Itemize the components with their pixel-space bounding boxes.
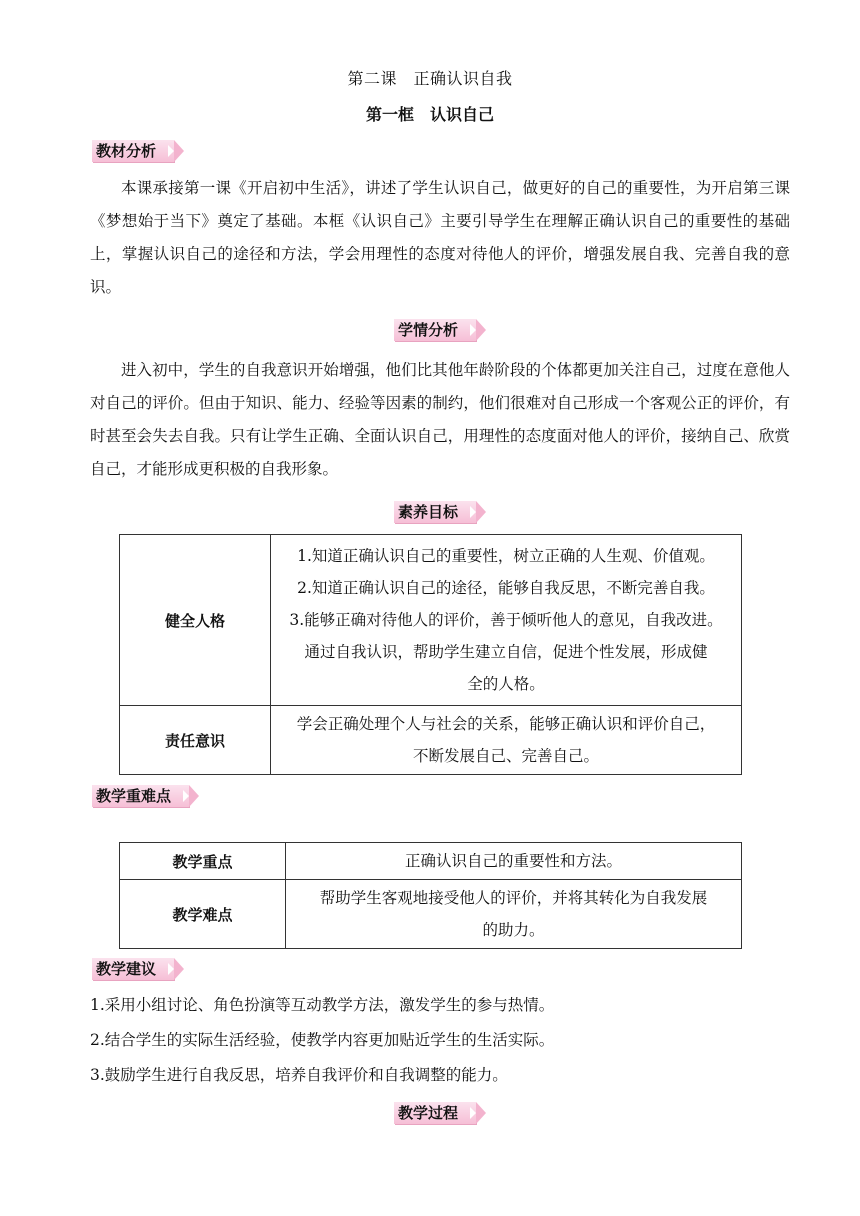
tag-arrow-notch-icon bbox=[168, 145, 174, 157]
tag-arrow-notch-icon bbox=[470, 506, 476, 518]
tag-arrow-notch-icon bbox=[470, 1107, 476, 1119]
table-row bbox=[120, 535, 742, 706]
heading-text: 教学重难点 bbox=[96, 787, 172, 805]
lesson-title: 第二课 正确认识自我 bbox=[347, 69, 513, 88]
key-point-line: 的助力。 bbox=[482, 921, 545, 939]
heading-tag-goals bbox=[394, 501, 476, 523]
key-point-label: 教学难点 bbox=[120, 880, 286, 949]
goal-line: 学会正确处理个人与社会的关系，能够正确认识和评价自己， bbox=[296, 715, 716, 733]
goal-line: 不断发展自己、完善自己。 bbox=[412, 747, 599, 765]
student-analysis-paragraph: 进入初中，学生的自我意识开始增强，他们比其他年龄阶段的个体都更加关注自己，过度在意他人对自己的评价。但由于知识、能力、经验等因素的制约，他们很难对自己形成一个客观公正的评价，有时甚至会失去自我。只有让学生正确、全面认识自己，用理性的态度面对他人的评价，接纳自己、欣赏自己，才能形成更积极的自我形象。 bbox=[90, 361, 790, 478]
tag-arrow-icon bbox=[476, 501, 486, 523]
tag-arrow-icon bbox=[174, 958, 184, 980]
tag-arrow-icon bbox=[189, 785, 199, 807]
table-row bbox=[120, 880, 742, 949]
goal-line: 1.知道正确认识自己的重要性，树立正确的人生观、价值观。 bbox=[297, 547, 715, 565]
goal-line: 3.能够正确对待他人的评价，善于倾听他人的意见，自我改进。 bbox=[289, 611, 723, 629]
tag-arrow-notch-icon bbox=[168, 963, 174, 975]
heading-text: 教学过程 bbox=[398, 1104, 459, 1122]
tag-arrow-icon bbox=[476, 319, 486, 341]
heading-tag-students bbox=[394, 319, 476, 341]
heading-text: 素养目标 bbox=[398, 503, 459, 521]
section-title: 第一框 认识自己 bbox=[365, 105, 494, 124]
key-point-content bbox=[286, 843, 742, 880]
textbook-analysis-paragraph: 本课承接第一课《开启初中生活》，讲述了学生认识自己，做更好的自己的重要性，为开启第三课《梦想始于当下》奠定了基础。本框《认识自己》主要引导学生在理解正确认识自己的重要性的基础上，掌握认识自己的途径和方法，学会用理性的态度对待他人的评价，增强发展自我、完善自我的意识。 bbox=[90, 179, 790, 296]
tag-arrow-notch-icon bbox=[183, 790, 189, 802]
heading-text: 学情分析 bbox=[398, 321, 459, 339]
suggestions-list bbox=[90, 988, 790, 1093]
heading-tag-textbook bbox=[92, 140, 174, 162]
key-point-line: 帮助学生客观地接受他人的评价，并将其转化为自我发展 bbox=[319, 889, 708, 907]
goal-content bbox=[271, 706, 742, 775]
key-point-line: 正确认识自己的重要性和方法。 bbox=[404, 852, 622, 870]
tag-arrow-icon bbox=[476, 1102, 486, 1124]
list-item: 1.采用小组讨论、角色扮演等互动教学方法，激发学生的参与热情。 bbox=[90, 996, 555, 1014]
heading-text: 教材分析 bbox=[96, 142, 157, 160]
goals-table bbox=[119, 534, 742, 775]
goal-content bbox=[271, 535, 742, 706]
heading-text: 教学建议 bbox=[96, 960, 157, 978]
key-point-label: 教学重点 bbox=[120, 843, 286, 880]
goal-label: 健全人格 bbox=[120, 535, 271, 706]
table-row bbox=[120, 706, 742, 775]
heading-tag-key-points bbox=[92, 785, 189, 807]
goal-label: 责任意识 bbox=[120, 706, 271, 775]
key-point-content bbox=[286, 880, 742, 949]
key-points-table bbox=[119, 842, 742, 949]
list-item: 2.结合学生的实际生活经验，使教学内容更加贴近学生的生活实际。 bbox=[90, 1031, 555, 1049]
tag-arrow-notch-icon bbox=[470, 324, 476, 336]
heading-tag-suggestions bbox=[92, 958, 174, 980]
list-item: 3.鼓励学生进行自我反思，培养自我评价和自我调整的能力。 bbox=[90, 1066, 508, 1084]
goal-line: 全的人格。 bbox=[467, 675, 545, 693]
goal-line: 2.知道正确认识自己的途径，能够自我反思，不断完善自我。 bbox=[297, 579, 715, 597]
heading-tag-process bbox=[394, 1102, 476, 1124]
goal-line: 通过自我认识，帮助学生建立自信，促进个性发展，形成健 bbox=[304, 643, 708, 661]
tag-arrow-icon bbox=[174, 140, 184, 162]
table-row bbox=[120, 843, 742, 880]
